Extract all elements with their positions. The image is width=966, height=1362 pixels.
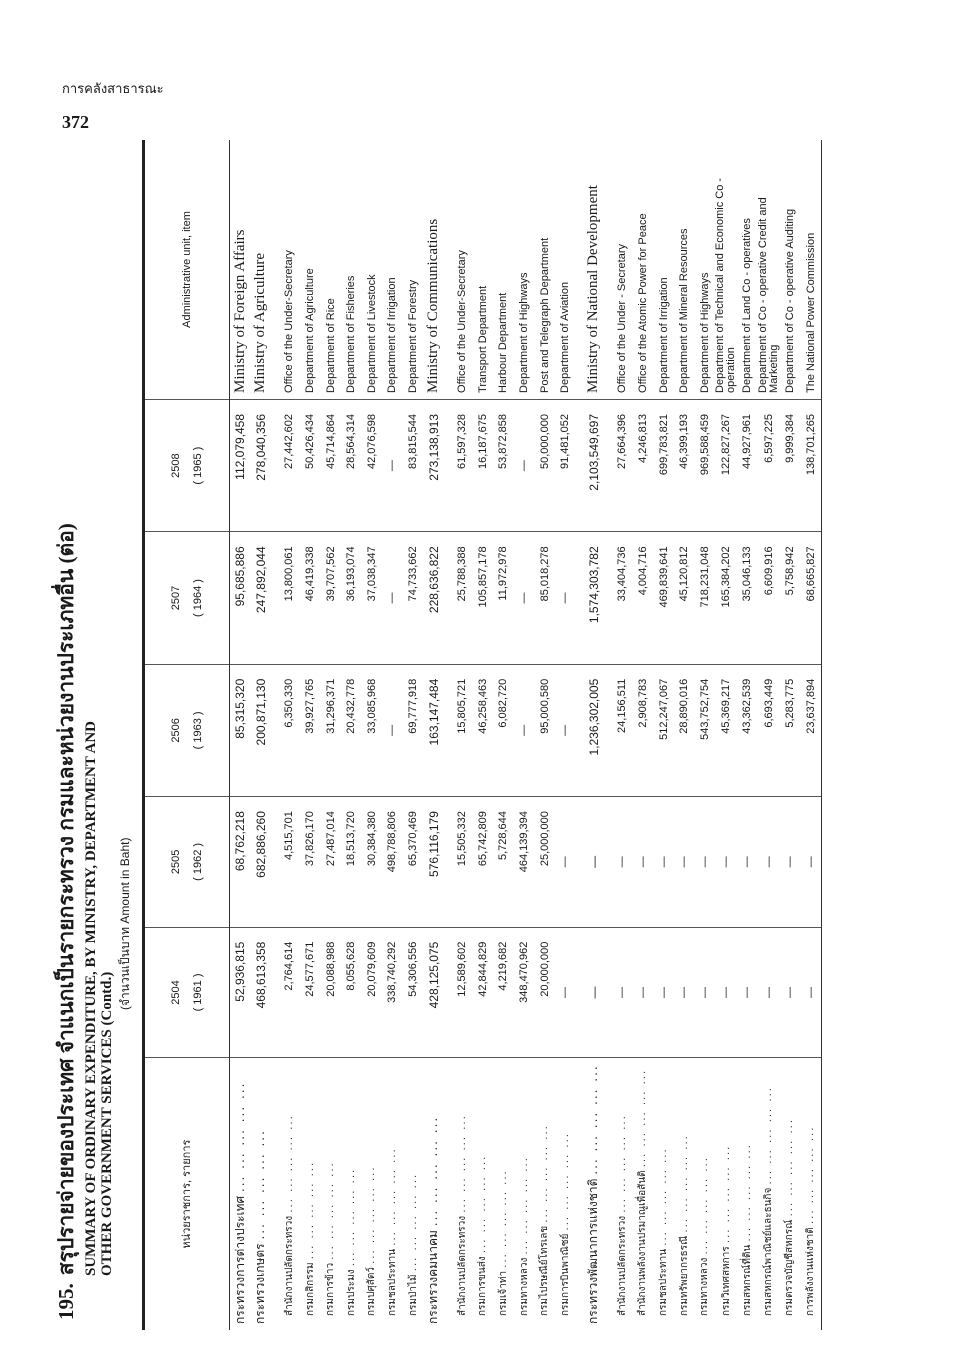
value-cell: 83,815,544 bbox=[403, 399, 424, 531]
row-label-english: Department of Technical and Economic Co - operation bbox=[715, 140, 737, 399]
header-year-2506: 2506 ( 1963 ) bbox=[144, 664, 230, 796]
value-cell: 16,187,675 bbox=[473, 399, 494, 531]
value-cell: 699,783,821 bbox=[653, 399, 674, 531]
running-head: การคลังสาธารณะ bbox=[62, 82, 164, 97]
spacer-row bbox=[444, 140, 452, 1330]
value-cell: — bbox=[737, 927, 758, 1058]
department-row bbox=[674, 140, 695, 1330]
row-label-thai: กรมป่าไม้ ... ... ... ... ... bbox=[407, 1172, 419, 1316]
value-cell: 18,513,720 bbox=[341, 797, 362, 928]
value-cell: 5,758,942 bbox=[780, 532, 801, 664]
department-row bbox=[279, 140, 300, 1330]
value-cell: — bbox=[555, 532, 576, 664]
ministry-row bbox=[423, 140, 444, 1330]
value-cell: — bbox=[715, 797, 737, 928]
value-cell: 30,384,380 bbox=[362, 797, 383, 928]
value-cell: 53,872,858 bbox=[493, 399, 514, 531]
value-cell: — bbox=[514, 399, 535, 531]
value-cell: 24,156,511 bbox=[612, 664, 633, 796]
value-cell: 498,788,806 bbox=[382, 797, 403, 928]
value-cell: 5,283,775 bbox=[780, 664, 801, 796]
value-cell: — bbox=[780, 797, 801, 928]
value-cell: 576,116,179 bbox=[423, 797, 444, 928]
table-title-english-1: SUMMARY OF ORDINARY EXPENDITURE, BY MINISTRY, DEPARTMENT AND bbox=[83, 720, 99, 1276]
row-label-thai: กรมทางหลวง ... ... ... ... ... bbox=[699, 1156, 711, 1316]
value-cell: 105,857,178 bbox=[473, 532, 494, 664]
value-cell: — bbox=[382, 532, 403, 664]
value-cell: 31,296,371 bbox=[320, 664, 341, 796]
value-cell: 15,505,332 bbox=[452, 797, 473, 928]
value-cell: 543,752,754 bbox=[694, 664, 715, 796]
value-cell: 54,306,556 bbox=[403, 927, 424, 1058]
row-label-thai: กรมชลประทาน ... ... ... ... ... bbox=[658, 1147, 670, 1316]
value-cell: 4,004,716 bbox=[633, 532, 654, 664]
value-cell: 11,972,978 bbox=[493, 532, 514, 664]
value-cell: 33,404,736 bbox=[612, 532, 633, 664]
value-cell: — bbox=[737, 797, 758, 928]
value-cell: 682,886,260 bbox=[251, 797, 272, 928]
row-label-thai: สำนักงานปลัดกระทรวง ... ... ... ... ... bbox=[283, 1114, 295, 1316]
value-cell: 718,231,048 bbox=[694, 532, 715, 664]
table-title-english-2: OTHER GOVERNMENT SERVICES (Contd.) bbox=[99, 971, 115, 1276]
value-cell: 2,764,614 bbox=[279, 927, 300, 1058]
value-cell: — bbox=[382, 664, 403, 796]
row-label-thai: สำนักงานปลัดกระทรวง ... ... ... ... ... bbox=[456, 1114, 468, 1316]
department-row bbox=[653, 140, 674, 1330]
amount-unit-note: (จำนวนเป็นบาท Amount in Baht) bbox=[118, 837, 132, 1010]
department-row bbox=[320, 140, 341, 1330]
value-cell: 25,788,388 bbox=[452, 532, 473, 664]
value-cell: 138,701,265 bbox=[800, 399, 821, 531]
department-row bbox=[382, 140, 403, 1330]
value-cell: 50,000,000 bbox=[534, 399, 555, 531]
department-row bbox=[452, 140, 473, 1330]
value-cell: 27,487,014 bbox=[320, 797, 341, 928]
department-row bbox=[780, 140, 801, 1330]
row-label-english: Ministry of Communications bbox=[423, 140, 444, 399]
row-label-english: Department of Irrigation bbox=[382, 140, 403, 399]
value-cell: 44,927,961 bbox=[737, 399, 758, 531]
value-cell: 39,707,562 bbox=[320, 532, 341, 664]
ministry-row bbox=[251, 140, 272, 1330]
value-cell: 4,246,813 bbox=[633, 399, 654, 531]
value-cell: 27,664,396 bbox=[612, 399, 633, 531]
value-cell: 228,636,822 bbox=[423, 532, 444, 664]
row-label-english: Office of the Atomic Power for Peace bbox=[633, 140, 654, 399]
department-row bbox=[694, 140, 715, 1330]
value-cell: — bbox=[674, 797, 695, 928]
value-cell: 6,609,916 bbox=[758, 532, 780, 664]
row-label-english: Ministry of Agriculture bbox=[251, 140, 272, 399]
value-cell: 163,147,484 bbox=[423, 664, 444, 796]
spacer-row bbox=[604, 140, 612, 1330]
value-cell: — bbox=[715, 927, 737, 1058]
value-cell: 6,082,720 bbox=[493, 664, 514, 796]
header-english-label: Administrative unit, item bbox=[144, 140, 230, 399]
row-label-english: Department of Irrigation bbox=[653, 140, 674, 399]
value-cell: 95,000,580 bbox=[534, 664, 555, 796]
row-label-english: Department of Highways bbox=[694, 140, 715, 399]
row-label-thai: สำนักงานพลังงานปรมาณูเพื่อสันติ ... ... ... ... ... bbox=[637, 1068, 649, 1316]
value-cell: 27,442,602 bbox=[279, 399, 300, 531]
value-cell: 112,079,458 bbox=[230, 399, 251, 531]
ministry-row bbox=[584, 140, 605, 1330]
table-header-row bbox=[144, 140, 230, 1330]
row-label-thai: การพลังงานแห่งชาติ ... ... ... ... ... bbox=[800, 1058, 821, 1330]
row-label-english: Office of the Under-Secretary bbox=[452, 140, 473, 399]
value-cell: 42,844,829 bbox=[473, 927, 494, 1058]
row-label-english: Department of Forestry bbox=[403, 140, 424, 399]
value-cell: 65,742,809 bbox=[473, 797, 494, 928]
department-row bbox=[300, 140, 321, 1330]
department-row bbox=[758, 140, 780, 1330]
value-cell: 6,693,449 bbox=[758, 664, 780, 796]
value-cell: 65,370,469 bbox=[403, 797, 424, 928]
row-label-english: Harbour Department bbox=[493, 140, 514, 399]
row-label-thai: กรมการขนส่ง ... ... ... ... ... bbox=[477, 1154, 489, 1316]
value-cell: 95,685,886 bbox=[230, 532, 251, 664]
table-body bbox=[230, 140, 822, 1330]
row-label-thai: กรมการบินพาณิชย์ ... ... ... ... ... bbox=[559, 1132, 571, 1316]
ministry-row bbox=[230, 140, 251, 1330]
value-cell: 45,369,217 bbox=[715, 664, 737, 796]
department-row bbox=[612, 140, 633, 1330]
row-label-thai: สำนักงานปลัดกระทรวง ... ... ... ... ... bbox=[616, 1114, 628, 1316]
value-cell: 23,637,894 bbox=[800, 664, 821, 796]
table-title-block bbox=[50, 160, 135, 1320]
row-label-english: Department of Fisheries bbox=[341, 140, 362, 399]
value-cell: 68,665,827 bbox=[800, 532, 821, 664]
value-cell: 50,426,434 bbox=[300, 399, 321, 531]
row-label-english: Department of Rice bbox=[320, 140, 341, 399]
value-cell: 45,120,812 bbox=[674, 532, 695, 664]
value-cell: — bbox=[555, 664, 576, 796]
value-cell: — bbox=[555, 927, 576, 1058]
row-label-english: Office of the Under - Secretary bbox=[612, 140, 633, 399]
value-cell: — bbox=[514, 664, 535, 796]
department-row bbox=[493, 140, 514, 1330]
value-cell: 278,040,356 bbox=[251, 399, 272, 531]
row-label-english: Transport Department bbox=[473, 140, 494, 399]
row-label-english: The National Power Commission bbox=[800, 140, 821, 399]
value-cell: 68,762,218 bbox=[230, 797, 251, 928]
value-cell: 46,399,193 bbox=[674, 399, 695, 531]
row-label-thai: กรมทรัพยากรธรณี ... ... ... ... ... bbox=[678, 1134, 690, 1316]
value-cell: — bbox=[633, 927, 654, 1058]
value-cell: 20,079,609 bbox=[362, 927, 383, 1058]
table-title-thai-text: สรุปรายจ่ายของประเทศ จำแนกเป็นรายกระทรวง กรมและหน่วยงานประเภทอื่น (ต่อ) bbox=[54, 523, 78, 1276]
spacer-row bbox=[271, 140, 279, 1330]
header-year-2507: 2507 ( 1964 ) bbox=[144, 532, 230, 664]
value-cell: 2,103,549,697 bbox=[584, 399, 605, 531]
page-number: 372 bbox=[62, 112, 89, 132]
value-cell: 46,258,463 bbox=[473, 664, 494, 796]
value-cell: 200,871,130 bbox=[251, 664, 272, 796]
value-cell: — bbox=[758, 797, 780, 928]
value-cell: 4,515,701 bbox=[279, 797, 300, 928]
value-cell: 1,236,302,005 bbox=[584, 664, 605, 796]
value-cell: 85,315,320 bbox=[230, 664, 251, 796]
value-cell: 69,777,918 bbox=[403, 664, 424, 796]
value-cell: 273,138,913 bbox=[423, 399, 444, 531]
value-cell: 52,936,815 bbox=[230, 927, 251, 1058]
value-cell: 338,740,292 bbox=[382, 927, 403, 1058]
value-cell: 428,125,075 bbox=[423, 927, 444, 1058]
value-cell: 464,139,394 bbox=[514, 797, 535, 928]
value-cell: 469,839,641 bbox=[653, 532, 674, 664]
value-cell: — bbox=[612, 927, 633, 1058]
row-label-english: Department of Agriculture bbox=[300, 140, 321, 399]
value-cell: — bbox=[674, 927, 695, 1058]
value-cell: 37,826,170 bbox=[300, 797, 321, 928]
row-label-thai: กรมสหกรณ์ที่ดิน ... ... ... ... ... bbox=[741, 1143, 753, 1316]
value-cell: 42,076,598 bbox=[362, 399, 383, 531]
header-year-2505: 2505 ( 1962 ) bbox=[144, 797, 230, 928]
row-label-thai: กรมไปรษณีย์โทรเลข ... ... ... ... ... bbox=[539, 1124, 551, 1316]
value-cell: 4,219,682 bbox=[493, 927, 514, 1058]
value-cell: 85,018,278 bbox=[534, 532, 555, 664]
value-cell: 28,564,314 bbox=[341, 399, 362, 531]
department-row bbox=[555, 140, 576, 1330]
value-cell: — bbox=[584, 927, 605, 1058]
header-thai-label: หน่วยราชการ, รายการ bbox=[144, 1058, 230, 1330]
value-cell: 61,597,328 bbox=[452, 399, 473, 531]
row-label-english: Department of Mineral Resources bbox=[674, 140, 695, 399]
value-cell: 13,800,061 bbox=[279, 532, 300, 664]
value-cell: 25,000,000 bbox=[534, 797, 555, 928]
row-label-english: Department of Livestock bbox=[362, 140, 383, 399]
row-label-thai: กระทรวงการต่างประเทศ ... ... ... ... ... bbox=[232, 1081, 247, 1324]
value-cell: 12,589,602 bbox=[452, 927, 473, 1058]
header-year-2508: 2508 ( 1965 ) bbox=[144, 399, 230, 531]
rotated-table-page bbox=[50, 140, 950, 1340]
row-label-thai: กระทรวงเกษตร ... ... ... ... ... bbox=[253, 1129, 268, 1324]
value-cell: 91,481,052 bbox=[555, 399, 576, 531]
department-row bbox=[534, 140, 555, 1330]
value-cell: 37,038,347 bbox=[362, 532, 383, 664]
value-cell: 20,000,000 bbox=[534, 927, 555, 1058]
value-cell: 5,728,644 bbox=[493, 797, 514, 928]
value-cell: — bbox=[612, 797, 633, 928]
value-cell: 45,714,864 bbox=[320, 399, 341, 531]
row-label-thai: กระทรวงคมนาคม ... ... ... ... ... bbox=[426, 1115, 441, 1324]
department-row bbox=[473, 140, 494, 1330]
expenditure-table bbox=[142, 140, 822, 1330]
value-cell: 6,350,330 bbox=[279, 664, 300, 796]
department-row bbox=[800, 140, 821, 1330]
table-title-thai bbox=[50, 160, 83, 1320]
value-cell: 348,470,962 bbox=[514, 927, 535, 1058]
value-cell: 468,613,358 bbox=[251, 927, 272, 1058]
value-cell: 247,892,044 bbox=[251, 532, 272, 664]
row-label-thai: กรมตรวจบัญชีสหกรณ์ ... ... ... ... ... bbox=[784, 1117, 796, 1316]
row-label-thai: กรมประมง ... ... ... ... ... bbox=[345, 1167, 357, 1316]
value-cell: 35,046,133 bbox=[737, 532, 758, 664]
row-label-thai: กรมการข้าว ... ... ... ... ... bbox=[325, 1161, 337, 1316]
department-row bbox=[362, 140, 383, 1330]
value-cell: 8,055,628 bbox=[341, 927, 362, 1058]
row-label-english: Department of Aviation bbox=[555, 140, 576, 399]
value-cell: 9,999,384 bbox=[780, 399, 801, 531]
row-label-english: Department of Co - operative Auditing bbox=[780, 140, 801, 399]
value-cell: — bbox=[633, 797, 654, 928]
row-label-thai: กรมทางหลวง ... ... ... ... ... bbox=[518, 1156, 530, 1316]
value-cell: 15,805,721 bbox=[452, 664, 473, 796]
value-cell: 20,432,778 bbox=[341, 664, 362, 796]
value-cell: 36,193,074 bbox=[341, 532, 362, 664]
value-cell: — bbox=[382, 399, 403, 531]
row-label-english: Department of Land Co - operatives bbox=[737, 140, 758, 399]
value-cell: — bbox=[694, 927, 715, 1058]
value-cell: 6,597,225 bbox=[758, 399, 780, 531]
value-cell: — bbox=[653, 927, 674, 1058]
value-cell: — bbox=[800, 927, 821, 1058]
table-number: 195. bbox=[54, 1283, 78, 1320]
row-label-thai: กรมปศุสัตว์ ... ... ... ... ... bbox=[366, 1165, 378, 1316]
value-cell: — bbox=[514, 532, 535, 664]
department-row bbox=[737, 140, 758, 1330]
value-cell: — bbox=[694, 797, 715, 928]
value-cell: 39,927,765 bbox=[300, 664, 321, 796]
value-cell: 74,733,662 bbox=[403, 532, 424, 664]
value-cell: 2,908,783 bbox=[633, 664, 654, 796]
value-cell: 33,085,968 bbox=[362, 664, 383, 796]
value-cell: 20,088,988 bbox=[320, 927, 341, 1058]
department-row bbox=[514, 140, 535, 1330]
row-label-english: Office of the Under-Secretary bbox=[279, 140, 300, 399]
row-label-thai: กรมกสิกรรม ... ... ... ... ... bbox=[304, 1160, 316, 1316]
row-label-english: Ministry of National Development bbox=[584, 140, 605, 399]
value-cell: — bbox=[653, 797, 674, 928]
row-label-english: Department of Co - operative Credit and Marketing bbox=[758, 140, 780, 399]
value-cell: 1,574,303,782 bbox=[584, 532, 605, 664]
value-cell: — bbox=[780, 927, 801, 1058]
value-cell: 46,419,338 bbox=[300, 532, 321, 664]
department-row bbox=[715, 140, 737, 1330]
spacer-row bbox=[576, 140, 584, 1330]
department-row bbox=[341, 140, 362, 1330]
value-cell: — bbox=[800, 797, 821, 928]
value-cell: 28,890,016 bbox=[674, 664, 695, 796]
value-cell: 165,384,202 bbox=[715, 532, 737, 664]
value-cell: — bbox=[584, 797, 605, 928]
department-row bbox=[633, 140, 654, 1330]
row-label-english: Department of Highways bbox=[514, 140, 535, 399]
value-cell: — bbox=[555, 797, 576, 928]
value-cell: 969,588,459 bbox=[694, 399, 715, 531]
value-cell: 122,827,267 bbox=[715, 399, 737, 531]
value-cell: 24,577,671 bbox=[300, 927, 321, 1058]
row-label-thai: กรมวิเทศสหการ ... ... ... ... ... bbox=[720, 1144, 732, 1316]
department-row bbox=[403, 140, 424, 1330]
value-cell: 512,247,067 bbox=[653, 664, 674, 796]
row-label-thai: กรมสหกรณ์พาณิชย์และธนกิจ ... ... ... ... ... bbox=[763, 1086, 775, 1316]
row-label-thai: กรมชลประทาน ... ... ... ... ... bbox=[386, 1147, 398, 1316]
row-label-english: Post and Telegraph Department bbox=[534, 140, 555, 399]
header-year-2504: 2504 ( 1961 ) bbox=[144, 927, 230, 1058]
row-label-english: Ministry of Foreign Affairs bbox=[230, 140, 251, 399]
row-label-thai: กรมเจ้าท่า ... ... ... ... ... bbox=[497, 1169, 509, 1316]
value-cell: — bbox=[758, 927, 780, 1058]
value-cell: 43,362,539 bbox=[737, 664, 758, 796]
row-label-thai: กระทรวงพัฒนาการแห่งชาติ ... ... ... ... ... bbox=[586, 1064, 601, 1324]
